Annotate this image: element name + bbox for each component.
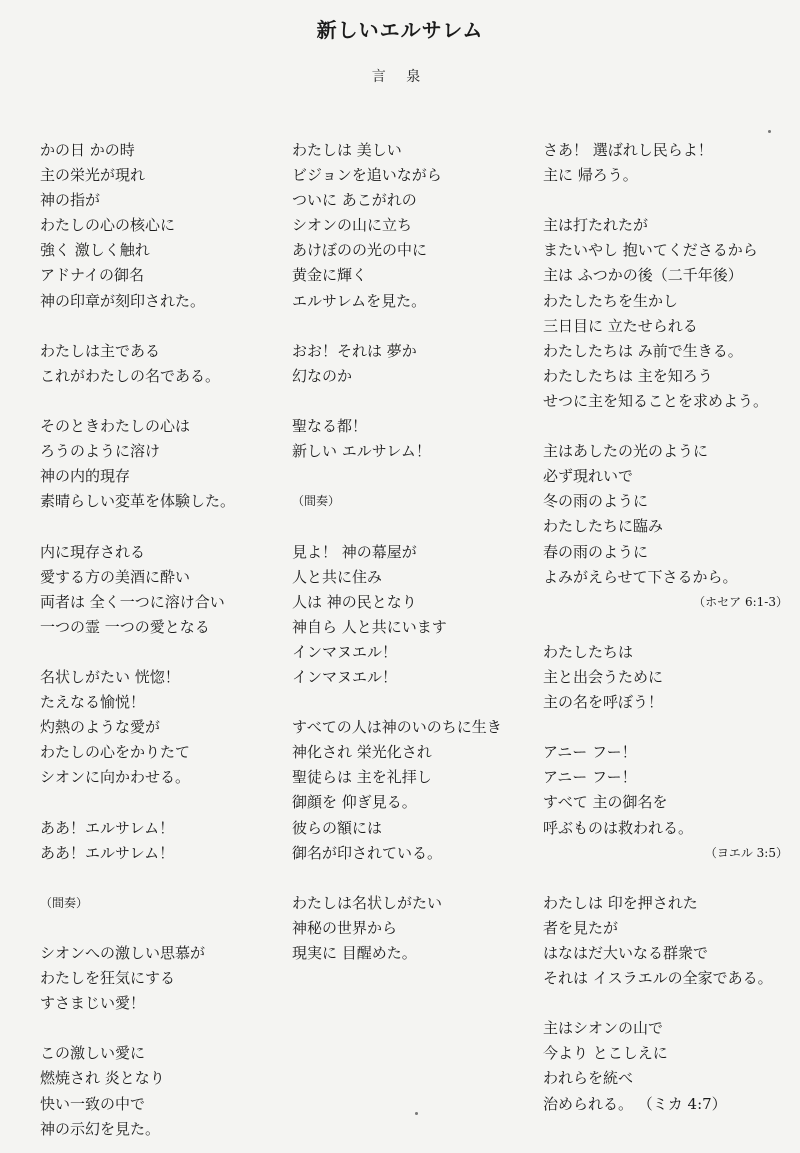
poem-line: そのときわたしの心は [40,417,191,436]
poem-line: ああ！エルサレム！ [40,818,175,837]
poem-line: あけぼのの光の中に [292,241,428,260]
poem-line: インマヌエル！ [292,642,398,661]
poem-line: 幻なのか [292,366,353,385]
poem-column-2 [292,138,552,966]
poem-line: 神の内的現存 [40,467,131,486]
poem-line: アニー フー！ [543,743,637,762]
stanza-gap [292,866,552,891]
poem-line: 新しい エルサレム！ [292,442,431,461]
poem-line: 春の雨のように [543,542,649,561]
poem-line: 快い一致の中で [40,1094,146,1113]
poem-line: 御顔を 仰ぎ見る。 [292,793,417,812]
poem-line: 両者は 全く一つに溶け合い [40,592,225,611]
poem-line: わたしの心の核心に [40,216,176,235]
scripture-reference: （ホセア 6:1-3） [693,594,788,609]
poem-line: おお！それは 夢か [292,341,417,360]
poem-line: 聖なる都！ [292,417,368,436]
stanza-gap [40,640,300,665]
poem-line: わたしは主である [40,341,161,360]
poem-line: 呼ぶものは救われる。 [543,818,694,837]
poem-line: 強く 激しく触れ [40,241,150,260]
poem-line: この激しい愛に [40,1044,146,1063]
stanza-gap [543,414,788,439]
poem-line: アニー フー！ [543,768,637,787]
poem-line: 彼らの額には [292,818,383,837]
poem-line: 治められる。 （ミカ 4:7） [543,1094,727,1113]
stanza-gap [543,991,788,1016]
poem-line: 人と共に住み [292,567,383,586]
poem-line: よみがえらせて下さるから。 [543,567,738,586]
poem-line: われらを統べ [543,1069,634,1088]
poem-line: 者を見たが [543,918,619,937]
poem-line: わたしは 印を押された [543,893,698,912]
poem-line: 灼熱のような愛が [40,718,161,737]
poem-line: わたしたちは [543,642,634,661]
interlude-note: （間奏） [40,895,89,910]
poem-line: わたしは名状しがたい [292,893,443,912]
stanza-gap [40,866,300,891]
stanza-gap [40,514,300,539]
poem-line: すべての人は神のいのちに生き [292,718,502,737]
poem-line: 主はシオンの山で [543,1019,664,1038]
stanza-gap [543,188,788,213]
stanza-gap [292,314,552,339]
poem-line: 神の印章が刻印された。 [40,291,206,310]
poem-line: ろうのように溶け [40,442,161,461]
poem-line: シオンの山に立ち [292,216,413,235]
paper-speck [415,1112,418,1115]
stanza-gap [543,866,788,891]
poem-line: かの日 かの時 [40,141,135,159]
poem-line: 主は打たれたが [543,216,649,235]
poem-column-3 [543,138,788,1117]
poem-line: 主の栄光が現れ [40,166,146,185]
poem-line: 人は 神の民となり [292,592,417,611]
poem-line: すべて 主の御名を [543,793,668,812]
stanza-gap [40,1016,300,1041]
poem-line: 内に現存される [40,542,146,561]
poem-line: 神自ら 人と共にいます [292,617,447,636]
poem-line: すさまじい愛！ [40,994,146,1013]
stanza-gap [40,389,300,414]
poem-line: 見よ！ 神の幕屋が [292,542,417,561]
poem-line: 必ず現れいで [543,467,634,486]
interlude-note: （間奏） [292,494,341,509]
stanza-gap [292,464,552,489]
poem-line: わたしの心をかりたて [40,743,191,762]
poem-line: アドナイの御名 [40,266,144,285]
poem-line: ああ！エルサレム！ [40,843,175,862]
poem-line: またいやし 抱いてくださるから [543,241,758,260]
poem-line: それは イスラエルの全家である。 [543,969,773,988]
poem-line: 三日目に 立たせられる [543,316,698,335]
poem-line: わたしたちは み前で生きる。 [543,341,743,360]
poem-title: 新しいエルサレム [316,18,484,42]
poem-line: 現実に 目醒めた。 [292,944,417,962]
paper-speck [768,130,771,133]
stanza-gap [543,615,788,640]
poem-line: わたしたちに臨み [543,517,664,536]
poem-author: 言 泉 [371,69,429,85]
poem-line: 主は ふつかの後（二千年後） [543,266,743,285]
poem-line: ビジョンを追いながら [292,166,442,185]
poem-line: 今より とこしえに [543,1044,668,1063]
stanza-gap [543,715,788,740]
poem-line: 神の示幻を見た。 [40,1119,161,1138]
poem-line: インマヌエル！ [292,667,398,686]
poem-line: 冬の雨のように [543,492,649,511]
scripture-reference: （ヨエル 3:5） [704,845,788,860]
stanza-gap [40,790,300,815]
poem-line: はなはだ大いなる群衆で [543,944,709,962]
poem-line: これがわたしの名である。 [40,366,221,385]
poem-line: せつに主を知ることを求めよう。 [543,391,769,410]
poem-line: 名状しがたい 恍惚！ [40,667,180,686]
poem-line: 愛する方の美酒に酔い [40,567,191,586]
poem-line: わたしは 美しい [292,141,402,159]
poem-line: 一つの霊 一つの愛となる [40,617,210,636]
poem-line: シオンに向かわせる。 [40,768,191,787]
poem-line: ついに あこがれの [292,191,417,210]
stanza-gap [40,314,300,339]
stanza-gap [292,514,552,539]
poem-line: 聖徒らは 主を礼拝し [292,768,432,787]
stanza-gap [292,690,552,715]
poem-line: わたしたちを生かし [543,291,679,310]
poem-line: 神の指が [40,191,101,210]
poem-line: 燃焼され 炎となり [40,1069,165,1088]
poem-line: たえなる愉悦！ [40,693,146,712]
poem-line: 黄金に輝く [292,266,368,285]
poem-line: わたしを狂気にする [40,969,176,988]
poem-line: 御名が印されている。 [292,843,443,862]
poem-line: さあ！ 選ばれし民らよ！ [543,141,713,159]
poem-line: シオンへの激しい思慕が [40,944,206,962]
stanza-gap [292,389,552,414]
poem-line: エルサレムを見た。 [292,291,427,310]
stanza-gap [40,916,300,941]
poem-line: 神化され 栄光化され [292,743,432,762]
poem-column-1 [40,138,300,1142]
poem-line: 主と出会うために [543,667,664,686]
poem-line: 主の名を呼ぼう！ [543,693,664,712]
poem-line: 主はあしたの光のように [543,442,709,461]
poem-line: わたしたちは 主を知ろう [543,366,713,385]
poem-line: 素晴らしい変革を体験した。 [40,492,236,511]
poem-line: 主に 帰ろう。 [543,166,638,185]
poem-line: 神秘の世界から [292,918,398,937]
